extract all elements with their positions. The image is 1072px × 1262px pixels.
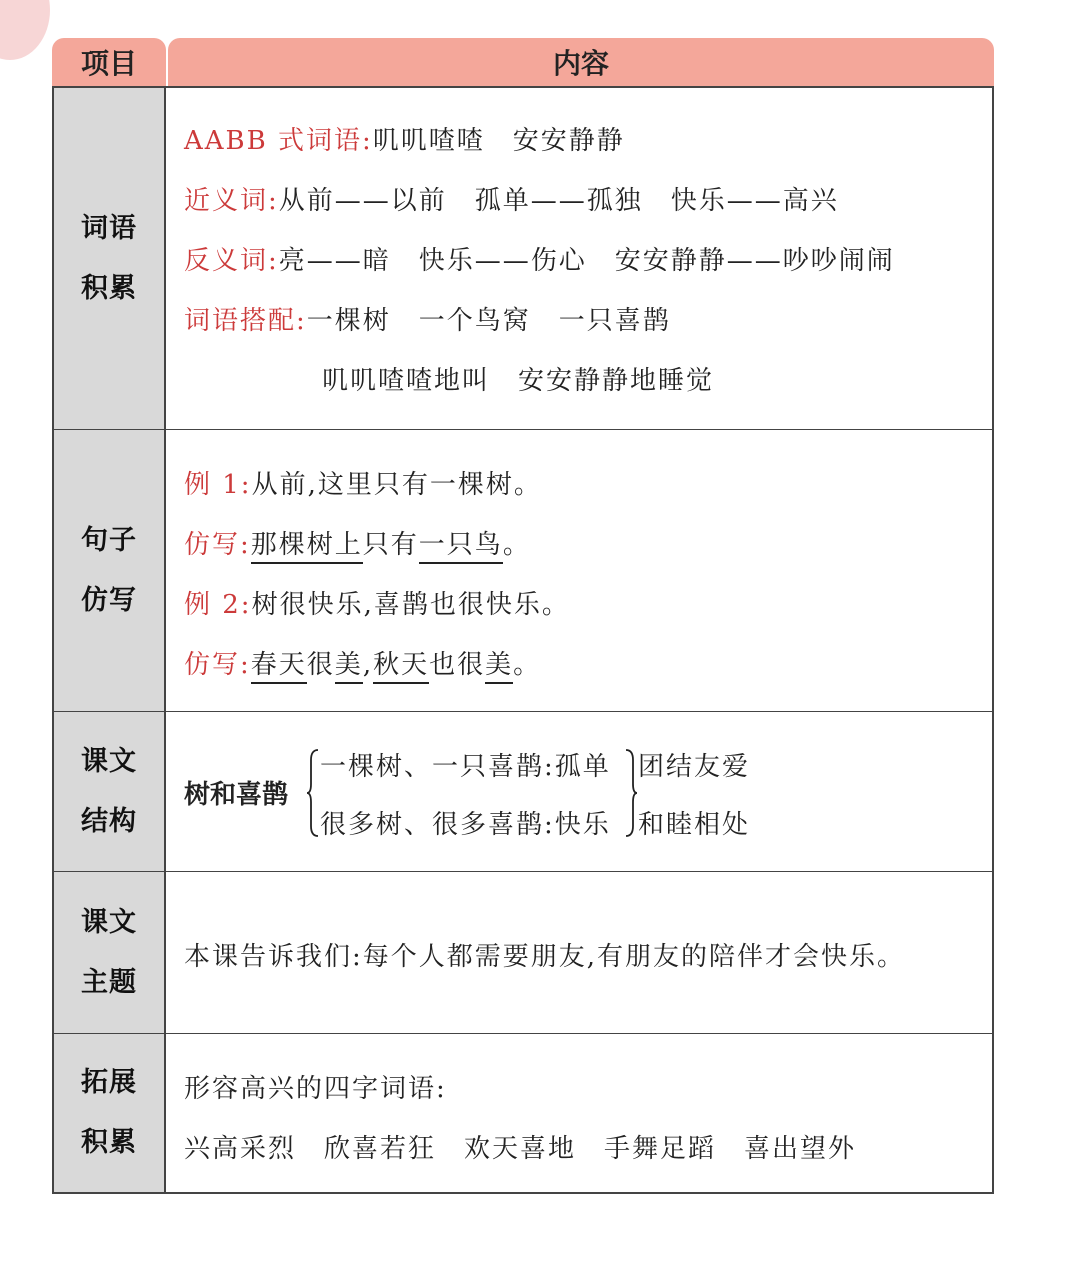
structure-result-2: 和睦相处 (638, 810, 751, 840)
header-content-label: 内容 (552, 47, 609, 80)
theme-text: 本课告诉我们:每个人都需要朋友,有朋友的陪伴才会快乐。 (184, 942, 906, 972)
summary-table (52, 86, 994, 1194)
row-label: 句子 仿写 (54, 430, 166, 711)
extend-words: 兴高采烈 欣喜若狂 欢天喜地 手舞足蹈 喜出望外 (184, 1134, 857, 1164)
aabb-line: AABB 式词语:叽叽喳喳 安安静静 (184, 126, 625, 156)
example-1: 例 1:从前,这里只有一棵树。 (184, 470, 542, 500)
row-extend (54, 1034, 992, 1192)
structure-line-2: 很多树、很多喜鹊:快乐 (320, 810, 611, 840)
structure-title: 树和喜鹊 (184, 780, 289, 810)
row-content (168, 430, 992, 711)
synonym-line: 近义词:从前——以前 孤单——孤独 快乐——高兴 (184, 186, 839, 216)
collocation-line: 词语搭配:一棵树 一个鸟窝 一只喜鹊 (184, 306, 671, 336)
imitation-2: 仿写:春天很美,秋天也很美。 (184, 644, 541, 681)
corner-decoration (0, 0, 50, 60)
row-sentence (54, 430, 992, 712)
collocation-line-2: 叽叽喳喳地叫 安安静静地睡觉 (322, 366, 715, 396)
row-structure (54, 712, 992, 872)
header-item (52, 38, 166, 86)
row-label: 词语 积累 (54, 88, 166, 429)
structure-line-1: 一棵树、一只喜鹊:孤单 (320, 752, 611, 782)
imitation-1: 仿写:那棵树上只有一只鸟。 (184, 524, 531, 561)
row-label: 拓展 积累 (54, 1034, 166, 1192)
left-brace-icon (306, 748, 320, 838)
structure-result-1: 团结友爱 (638, 752, 751, 782)
row-content (168, 1034, 992, 1192)
row-theme (54, 872, 992, 1034)
header-item-label: 项目 (80, 47, 137, 80)
antonym-line: 反义词:亮——暗 快乐——伤心 安安静静——吵吵闹闹 (184, 246, 895, 276)
row-vocab (54, 88, 992, 430)
right-brace-icon (624, 748, 638, 838)
row-content (168, 712, 992, 871)
row-content (168, 88, 992, 429)
example-2: 例 2:树很快乐,喜鹊也很快乐。 (184, 590, 570, 620)
row-content (168, 872, 992, 1033)
extend-intro: 形容高兴的四字词语: (184, 1074, 447, 1104)
row-label: 课文 主题 (54, 872, 166, 1033)
row-label: 课文 结构 (54, 712, 166, 871)
header-content (168, 38, 994, 86)
